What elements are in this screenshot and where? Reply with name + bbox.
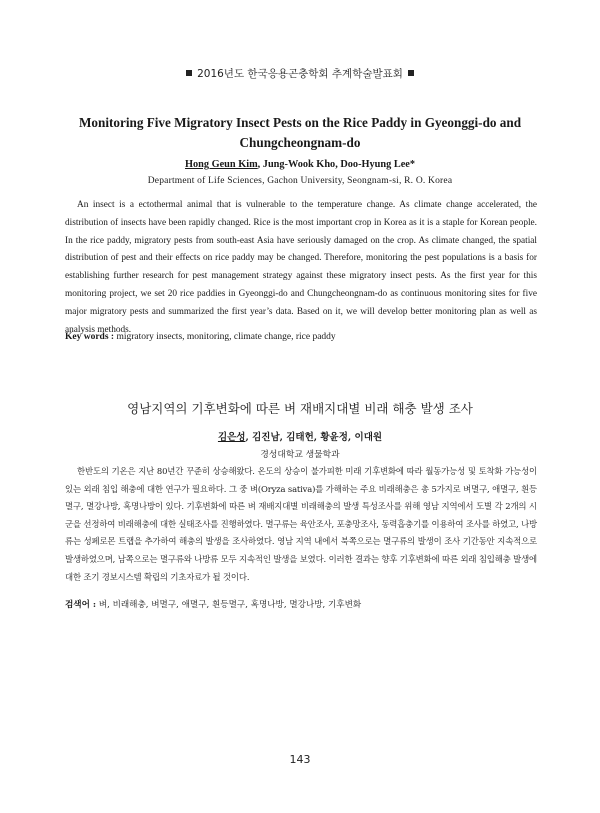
korean-affiliation: 경성대학교 생물학과 — [260, 450, 340, 460]
keywords-label: Key words : — [65, 332, 115, 342]
square-bullet-icon — [186, 70, 192, 76]
korean-keywords-label: 검색어 : — [65, 600, 97, 610]
english-abstract: An insect is a ectothermal animal that is vulnerable to the temperature change. As climate change accelerated, the distribution of insects have been rapidly changed. Rice is the most important crop in Korea as it is a staple for Korean people. In the rice paddy, migratory pests from south-east Asia have seriously damaged on the crop. As climate changed, the spatial distribution of pest and their effects on rice paddy may be changed. Therefore, monitoring the pest populations is a basis for establishing further research for pest management strategy against these migratory insect pests. As the first year for this monitoring project, we set 20 rice paddies in Gyeonggi-do and Chungcheongnam-do as continuous monitoring sites for five major migratory pests and summarized the first year’s data. Based on it, we will develop better monitoring plan as well as analysis methods. — [65, 200, 537, 335]
conference-header — [0, 66, 600, 81]
korean-coauthors: , 김진남, 김태헌, 황윤정, 이대원 — [245, 432, 383, 443]
page-number: 143 — [289, 753, 311, 766]
keywords-text: migratory insects, monitoring, climate change, rice paddy — [114, 332, 336, 342]
korean-authors — [0, 429, 600, 443]
korean-keywords — [65, 598, 537, 610]
english-title: Monitoring Five Migratory Insect Pests on the Rice Paddy in Gyeonggi-do and Chungcheongnam-do — [78, 115, 522, 150]
coauthors: , Jung-Wook Kho, Doo-Hyung Lee* — [257, 159, 415, 170]
korean-keywords-text: 벼, 비래해충, 벼멸구, 애멸구, 흰등멸구, 혹명나방, 멸강나방, 기후변화 — [96, 600, 362, 610]
english-authors — [0, 159, 600, 170]
english-affiliation: Department of Life Sciences, Gachon University, Seongnam-si, R. O. Korea — [147, 176, 453, 186]
english-keywords — [65, 332, 537, 342]
korean-presenting-author: 김은성 — [217, 432, 246, 443]
square-bullet-icon — [408, 70, 414, 76]
korean-abstract: 한반도의 기온은 지난 80년간 꾸준히 상승해왔다. 온도의 상승이 불가피한 미래 기후변화에 따라 월동가능성 및 토착화 가능성이 있는 외래 침입 해충에 대한 연구가 필요하다. 그 중 벼(Oryza sativa)를 가해하는 주요 비래해충은 총 5가지로 벼멸구, 애멸구, 흰등멸구, 멸강나방, 혹명나방이 있다. 기후변화에 따른 벼 재배지대별 비래해충의 발생 특성조사를 위해 영남 지역에서 도별 각 2개의 시군을 선정하여 비래해충에 대한 실태조사를 진행하였다. 멸구류는 육안조사, 포충망조사, 동력흡충기를 이용하여 조사를 하였고, 나방류는 성페로몬 트랩을 추가하여 해충의 발생을 조사하였다. 영남 지역 내에서 북쪽으로는 멸구류의 발생이 조사 기간동안 지속적으로 발생하였으며, 남쪽으로는 멸구류와 나방류 모두 지속적인 발생을 보였다. 이러한 결과는 향후 기후변화에 따른 외래 침입해충 발생에 대한 조기 경보시스템 확립의 기초자료가 될 것이다. — [65, 466, 537, 582]
presenting-author: Hong Geun Kim — [184, 159, 258, 170]
korean-title: 영남지역의 기후변화에 따른 벼 재배지대별 비래 해충 발생 조사 — [127, 401, 473, 416]
conference-header-text: 2016년도 한국응용곤충학회 추계학술발표회 — [197, 68, 403, 80]
